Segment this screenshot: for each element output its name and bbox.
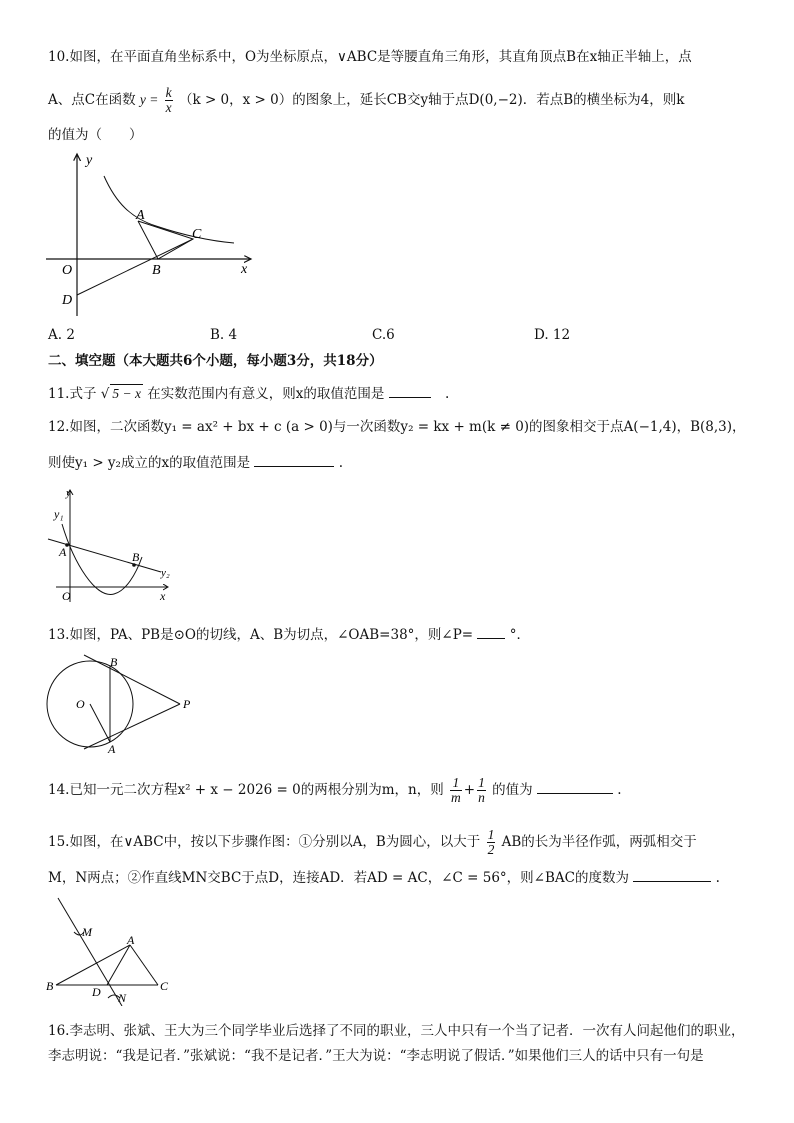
q14-f2-den: n bbox=[478, 790, 485, 805]
q15-line1 bbox=[48, 828, 697, 857]
q10-label-o: O bbox=[62, 263, 73, 278]
q11-sqrt: √ 5 − x bbox=[100, 386, 141, 402]
q12-label-y2: y₂ bbox=[161, 567, 170, 579]
q13-figure bbox=[44, 652, 204, 756]
q14-line bbox=[48, 776, 622, 805]
q15-line2 bbox=[48, 869, 720, 887]
q16-line1: 16.李志明、张斌、王大为三个同学毕业后选择了不同的职业，三人中只有一个当了记者．一次有人问起他们的职业， bbox=[48, 1023, 745, 1039]
q13-end: °． bbox=[509, 627, 530, 643]
q15-label-a: A bbox=[127, 933, 135, 947]
q13-radius-oa bbox=[90, 704, 110, 742]
q12-label-b: B bbox=[132, 550, 140, 564]
q15-line2-text: M，N两点；②作直线MN交BC于点D，连接AD．若AD = AC，∠C = 56°，则∠BAC的度数为 bbox=[48, 870, 629, 886]
q12-end: . bbox=[338, 455, 343, 471]
q14-answer-blank[interactable] bbox=[537, 781, 613, 794]
q14-end: . bbox=[617, 782, 622, 798]
q10-func: y = bbox=[139, 92, 159, 107]
q12-line2 bbox=[48, 454, 343, 472]
q10-option-d: D. 12 bbox=[534, 327, 571, 343]
q10-line2 bbox=[48, 86, 684, 115]
q14-fraction-1 bbox=[450, 776, 462, 805]
q15-line1-a: 15.如图，在∨ABC中，按以下步骤作图：①分别以A，B为圆心，以大于 bbox=[48, 834, 481, 850]
q11-post: 在实数范围内有意义，则x的取值范围是 bbox=[147, 386, 385, 402]
q11-pre: 11.式子 bbox=[48, 386, 97, 402]
q10-hyperbola bbox=[104, 176, 234, 243]
q15-line1-b: AB的长为半径作弧，两弧相交于 bbox=[501, 834, 697, 850]
q12-label-y: y bbox=[66, 487, 71, 499]
q14-plus: + bbox=[463, 782, 476, 798]
q10-frac-num: k bbox=[165, 85, 172, 100]
q10-option-b: B. 4 bbox=[210, 327, 238, 343]
q10-label-a: A bbox=[136, 208, 145, 223]
q14-f1-den: m bbox=[451, 790, 461, 805]
q10-line-cd bbox=[77, 239, 193, 295]
q15-label-d: D bbox=[92, 985, 101, 999]
q15-line-mn bbox=[58, 898, 122, 1006]
q14-f2-num: 1 bbox=[478, 775, 485, 790]
q12-answer-blank[interactable] bbox=[254, 454, 334, 467]
q12-label-a: A bbox=[59, 545, 67, 559]
q10-label-x: x bbox=[241, 262, 248, 277]
q15-frac-den: 2 bbox=[487, 842, 495, 857]
q15-label-m: M bbox=[82, 925, 92, 939]
q10-option-a: A. 2 bbox=[48, 327, 75, 343]
q14-post: 的值为 bbox=[492, 782, 533, 798]
q12-label-y1: y₁ bbox=[54, 507, 64, 521]
q13-label-a: A bbox=[108, 742, 116, 756]
q10-label-d: D bbox=[62, 293, 73, 308]
q12-label-o: O bbox=[62, 589, 71, 603]
q15-fraction bbox=[487, 828, 496, 857]
q11-line bbox=[48, 384, 449, 403]
q13-label-o: O bbox=[76, 697, 85, 711]
q14-f1-num: 1 bbox=[450, 776, 462, 791]
q10-option-c: C.6 bbox=[372, 327, 395, 343]
q13-label-p: P bbox=[183, 697, 191, 711]
q15-end: . bbox=[715, 870, 720, 886]
section-heading: 二、填空题（本大题共6个小题，每小题3分，共18分） bbox=[48, 353, 383, 369]
q10-line3: 的值为（ ） bbox=[48, 127, 143, 143]
q12-line1: 12.如图，二次函数y₁ = ax² + bx + c (a > 0)与一次函数y₂ = kx + m(k ≠ 0)的图象相交于点A(−1,4)，B(8,3)， bbox=[48, 419, 746, 435]
q13-line bbox=[48, 626, 530, 644]
q10-frac-den: x bbox=[165, 100, 172, 115]
q10-label-b: B bbox=[152, 263, 161, 278]
q13-answer-blank[interactable] bbox=[477, 626, 505, 639]
q10-line2-a: A、点C在函数 bbox=[48, 92, 136, 108]
q10-line2-b: （k > 0，x > 0）的图象上，延长CB交y轴于点D(0,−2)．若点B的横坐标为4，则k bbox=[178, 92, 685, 108]
q15-label-n: N bbox=[118, 991, 127, 1005]
q11-answer-blank[interactable] bbox=[389, 385, 431, 398]
q13-label-b: B bbox=[110, 655, 118, 669]
q10-figure bbox=[46, 148, 266, 323]
q13-text: 13.如图，PA、PB是⊙O的切线，A、B为切点，∠OAB=38°，则∠P= bbox=[48, 627, 474, 643]
q12-line2-text: 则使y₁ > y₂成立的x的取值范围是 bbox=[48, 455, 251, 471]
q15-label-b: B bbox=[46, 979, 54, 993]
q15-label-c: C bbox=[160, 979, 169, 993]
q16-line2: 李志明说：“我是记者．”张斌说：“我不是记者．”王大为说：“李志明说了假话．”如果他们三人的话中只有一句是 bbox=[48, 1048, 704, 1064]
q10-label-y: y bbox=[86, 153, 93, 168]
q11-radicand: 5 − x bbox=[112, 386, 141, 401]
q15-side-ac bbox=[130, 945, 158, 985]
q12-label-x: x bbox=[160, 589, 166, 603]
q10-line1: 10.如图，在平面直角坐标系中，O为坐标原点，∨ABC是等腰直角三角形，其直角顶点B在x轴正半轴上，点 bbox=[48, 49, 692, 65]
q10-triangle-abc bbox=[138, 221, 193, 259]
q12-figure bbox=[46, 484, 181, 606]
q11-end: . bbox=[445, 386, 450, 402]
q10-fraction bbox=[165, 86, 173, 115]
q14-pre: 14.已知一元二次方程x² + x − 2026 = 0的两根分别为m，n，则 bbox=[48, 782, 444, 798]
q10-label-c: C bbox=[192, 227, 202, 242]
q15-frac-num: 1 bbox=[487, 827, 495, 842]
q15-answer-blank[interactable] bbox=[633, 869, 711, 882]
q15-figure bbox=[44, 894, 179, 1006]
q12-parabola bbox=[62, 524, 142, 594]
q14-fraction-2 bbox=[477, 776, 486, 805]
